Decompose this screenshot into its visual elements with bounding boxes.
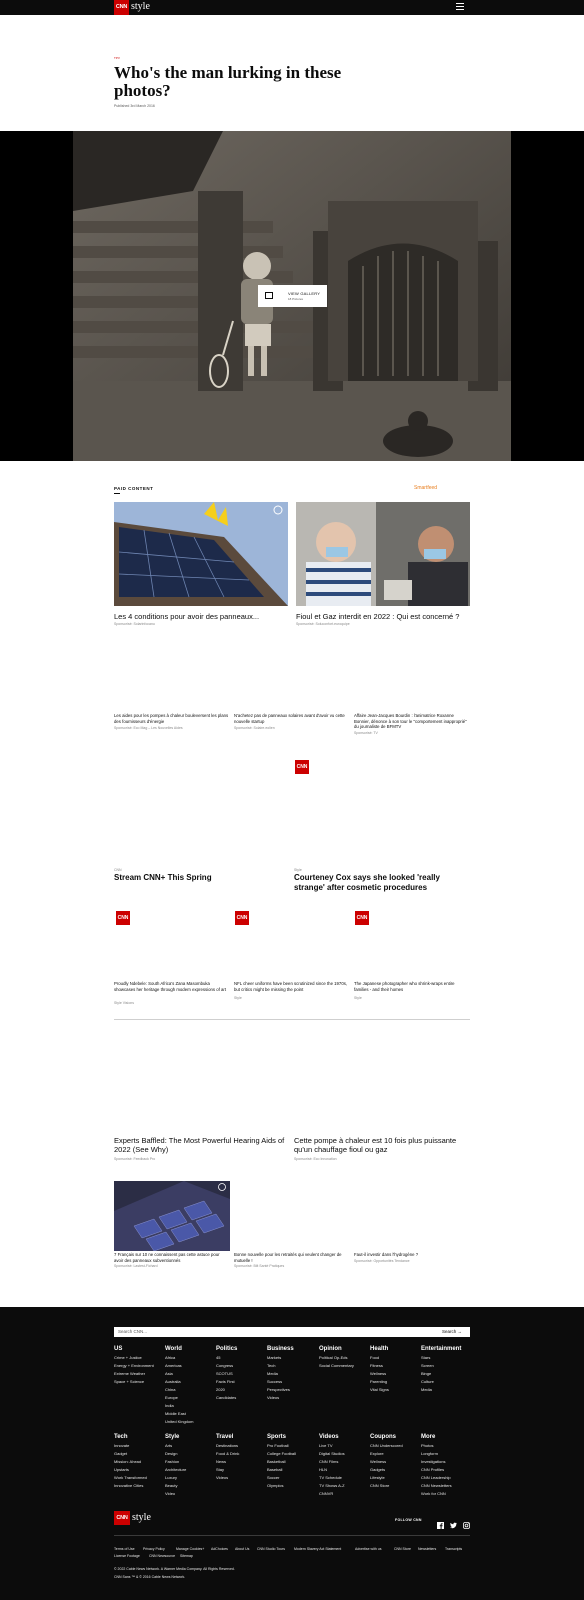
footer-link[interactable]: CNN Films <box>319 1459 339 1464</box>
paid-small-sponsor: Sponsorisé: Lastest-Fichard <box>114 1264 158 1268</box>
footer-link[interactable]: Live TV <box>319 1443 333 1448</box>
paid-small-title[interactable]: Les aides pour les pompes à chaleur bouleversent les plans des fournisseurs d'énergie <box>114 713 229 724</box>
legal-link[interactable]: Newsletters <box>418 1547 437 1551</box>
footer-link[interactable]: India <box>165 1403 174 1408</box>
footer-column-heading[interactable]: Style <box>165 1434 180 1440</box>
story-category: CNN <box>114 868 122 872</box>
footer-link[interactable]: CNN Store <box>370 1483 390 1488</box>
footer-link[interactable]: Candidates <box>216 1395 237 1400</box>
legal-link[interactable]: Transcripts <box>445 1547 463 1551</box>
footer-link[interactable]: Americas <box>165 1363 182 1368</box>
footer-column-heading[interactable]: Tech <box>114 1434 128 1440</box>
paid-small-sponsor: Sponsorisé: Bilt Santé Pratiques <box>234 1264 285 1268</box>
paid-small-sponsor: Sponsorisé: Solaire.eolien <box>234 726 275 730</box>
legal-link[interactable]: License Footage <box>114 1554 140 1558</box>
footer-column-heading[interactable]: Travel <box>216 1434 234 1440</box>
story-title[interactable]: Proudly Ndebele: South Africa's Zana Masombuka showcases her heritage through modern expressions of art <box>114 981 227 992</box>
article-kicker[interactable]: TPV <box>114 56 120 60</box>
footer-link[interactable]: Asia <box>165 1371 173 1376</box>
footer-column-heading[interactable]: World <box>165 1346 182 1352</box>
footer-column-heading[interactable]: Politics <box>216 1346 238 1352</box>
footer-link[interactable]: Energy + Environment <box>114 1363 154 1368</box>
fioul-gaz-thumbnail[interactable] <box>296 502 470 606</box>
paid-card-title[interactable]: Cette pompe à chaleur est 10 fois plus puissante qu'un chauffage fioul ou gaz <box>294 1136 457 1154</box>
footer-link[interactable]: Fashion <box>165 1459 180 1464</box>
footer-link[interactable]: Videos <box>267 1395 280 1400</box>
gallery-icon <box>265 292 273 299</box>
legal-link[interactable]: Manage Cookies+ <box>176 1547 205 1551</box>
footer-link[interactable]: Olympics <box>267 1483 284 1488</box>
hamburger-menu-icon[interactable] <box>456 3 464 11</box>
footer-style-brand[interactable]: style <box>132 1512 151 1523</box>
footer-link[interactable]: Markets <box>267 1355 282 1360</box>
footer-column-heading[interactable]: Opinion <box>319 1346 342 1352</box>
twitter-icon[interactable] <box>450 1516 457 1523</box>
footer-column-heading[interactable]: More <box>421 1434 436 1440</box>
footer-link[interactable]: Architecture <box>165 1467 187 1472</box>
footer-link[interactable]: Work for CNN <box>421 1491 446 1496</box>
legal-link[interactable]: CNN Studio Tours <box>257 1547 285 1551</box>
cnn-placeholder-logo: CNN <box>235 911 249 925</box>
paid-small-sponsor: Sponsorisé: Opportunités Tendance <box>354 1259 410 1263</box>
gallery-count: 18 Pictures <box>288 297 304 301</box>
footer-link[interactable]: Binge <box>421 1371 432 1376</box>
footer-link[interactable]: Political Op-Eds <box>319 1355 348 1360</box>
font-credit-text: CNN Sans ™ & © 2016 Cable News Network. <box>114 1575 186 1579</box>
footer-link[interactable]: Upstarts <box>114 1467 129 1472</box>
page-title: Who's the man lurking in these photos? <box>114 63 342 100</box>
search-placeholder: Search CNN... <box>118 1329 148 1334</box>
paid-small-title[interactable]: Bonne nouvelle pour les retraités qui veulent changer de mutuelle ! <box>234 1252 342 1263</box>
footer-column-heading[interactable]: US <box>114 1346 123 1352</box>
footer-link[interactable]: China <box>165 1387 176 1392</box>
footer-link[interactable]: TV Schedule <box>319 1475 342 1480</box>
story-title[interactable]: Stream CNN+ This Spring <box>114 873 212 882</box>
footer-link[interactable]: College Football <box>267 1451 296 1456</box>
footer-link[interactable]: CNNVR <box>319 1491 334 1496</box>
footer-link[interactable]: CNN Underscored <box>370 1443 403 1448</box>
legal-link[interactable]: CNN Newsource <box>149 1554 176 1558</box>
footer-link[interactable]: Africa <box>165 1355 176 1360</box>
solar-roof-thumbnail[interactable] <box>114 1181 230 1251</box>
search-button[interactable]: Search → <box>442 1329 463 1334</box>
cnn-placeholder-logo: CNN <box>355 911 369 925</box>
paid-small-title[interactable]: Faut-il investir dans l'hydrogène ? <box>354 1252 419 1257</box>
footer-link[interactable]: Stay <box>216 1467 225 1472</box>
cnn-placeholder-logo: CNN <box>116 911 130 925</box>
footer-link[interactable]: Extreme Weather <box>114 1371 146 1376</box>
footer-link[interactable]: Innovate <box>114 1443 130 1448</box>
footer-link[interactable]: Design <box>165 1451 178 1456</box>
paid-small-title[interactable]: N'achetez pas de panneaux solaires avant d'avoir vu cette nouvelle startup <box>234 713 345 724</box>
style-brand[interactable]: style <box>131 1 150 12</box>
paid-card-title[interactable]: Les 4 conditions pour avoir des panneaux... <box>114 612 260 621</box>
paid-card-sponsor: Sponsorisé: Eco Innovation <box>294 1157 337 1161</box>
copyright-text: © 2022 Cable News Network. A Warner Media Company. All Rights Reserved. <box>114 1567 235 1571</box>
footer-link[interactable]: Gadgets <box>370 1467 386 1472</box>
story-category: Style <box>234 996 242 1000</box>
footer-link[interactable]: CNN Profiles <box>421 1467 445 1472</box>
footer-link[interactable]: Investigations <box>421 1459 446 1464</box>
footer-link[interactable]: Europe <box>165 1395 178 1400</box>
cnn-logo[interactable]: CNN <box>114 0 129 15</box>
footer-column-heading[interactable]: Entertainment <box>421 1346 462 1352</box>
footer-column-heading[interactable]: Coupons <box>370 1434 396 1440</box>
footer-link[interactable]: Longform <box>421 1451 438 1456</box>
paid-card-sponsor: Sponsorisé: Feedback Pro <box>114 1157 156 1161</box>
footer-link[interactable]: 2020 <box>216 1387 225 1392</box>
footer-cnn-logo[interactable]: CNN <box>114 1511 130 1525</box>
footer-link[interactable]: Stars <box>421 1355 431 1360</box>
paid-card-title[interactable]: Fioul et Gaz interdit en 2022 : Qui est concerné ? <box>296 612 460 621</box>
footer-link[interactable]: Culture <box>421 1379 434 1384</box>
footer-link[interactable]: Middle East <box>165 1411 186 1416</box>
footer-link[interactable]: Mission: Ahead <box>114 1459 142 1464</box>
story-category: Style <box>294 868 302 872</box>
footer-link[interactable]: Videos <box>216 1475 229 1480</box>
footer-link[interactable]: Space + Science <box>114 1379 145 1384</box>
footer-link[interactable]: SCOTUS <box>216 1371 233 1376</box>
footer-link[interactable]: CNN Leadership <box>421 1475 451 1480</box>
legal-link[interactable]: Privacy Policy <box>143 1547 165 1551</box>
footer-link[interactable]: Pro Football <box>267 1443 289 1448</box>
footer-link[interactable]: Wellness <box>370 1459 387 1464</box>
story-category: Style <box>354 996 362 1000</box>
footer-link[interactable]: Photos <box>421 1443 434 1448</box>
footer-link[interactable]: Success <box>267 1379 283 1384</box>
footer-column-heading[interactable]: Videos <box>319 1434 339 1440</box>
footer-link[interactable]: Wellness <box>370 1371 387 1376</box>
story-category: Style Visions <box>114 1001 134 1005</box>
legal-link[interactable]: Terms of Use <box>114 1547 135 1551</box>
footer-link[interactable]: Media <box>267 1371 278 1376</box>
footer-link[interactable]: Gadget <box>114 1451 128 1456</box>
footer-link[interactable]: Destinations <box>216 1443 239 1448</box>
footer-link[interactable]: Social Commentary <box>319 1363 354 1368</box>
footer-link[interactable]: Facts First <box>216 1379 235 1384</box>
paid-small-sponsor: Sponsorisé: TV <box>354 731 378 735</box>
legal-link[interactable]: About Us <box>235 1547 250 1551</box>
footer-link[interactable]: Parenting <box>370 1379 388 1384</box>
legal-link[interactable]: Sitemap <box>180 1554 193 1558</box>
paid-content-label: PAID CONTENT <box>114 486 154 491</box>
paid-card-sponsor: Sponsorisé: Soluconfort.euroquipe <box>296 622 350 626</box>
solar-panel-thumbnail[interactable] <box>114 502 288 606</box>
footer-link[interactable]: Innovative Cities <box>114 1483 144 1488</box>
smartfeed-attribution[interactable]: Smartfeed <box>414 485 438 491</box>
story-title[interactable]: The Japanese photographer who shrink-wraps entire families - and their homes <box>354 981 455 992</box>
follow-cnn-label: FOLLOW CNN <box>395 1518 422 1522</box>
cnn-placeholder-logo: CNN <box>295 760 309 774</box>
instagram-icon[interactable] <box>463 1516 470 1523</box>
footer-link[interactable]: Lifestyle <box>370 1475 385 1480</box>
paid-card-sponsor: Sponsorisé: Solarinfocanu <box>114 622 155 626</box>
footer-link[interactable]: Perspectives <box>267 1387 290 1392</box>
footer-link[interactable]: Tech <box>267 1363 276 1368</box>
section-divider <box>114 1019 470 1020</box>
footer-link[interactable]: Australia <box>165 1379 181 1384</box>
footer-link[interactable]: Crime + Justice <box>114 1355 142 1360</box>
footer-link[interactable]: TV Shows A-Z <box>319 1483 345 1488</box>
footer-link[interactable]: United Kingdom <box>165 1419 194 1424</box>
legal-link[interactable]: Modern Slavery Act Statement <box>294 1547 342 1551</box>
footer-link[interactable]: Work Transformed <box>114 1475 147 1480</box>
footer-link[interactable]: News <box>216 1459 227 1464</box>
paid-small-title[interactable]: Affaire Jean-Jacques Bourdin : l'animatrice Roxanne Bonnier, dénonce à son tour le "comportement inapproprié" du journaliste de BFMTV <box>354 713 467 729</box>
footer-link[interactable]: Luxury <box>165 1475 178 1480</box>
footer-link[interactable]: Media <box>421 1387 432 1392</box>
facebook-icon[interactable] <box>437 1516 444 1523</box>
story-title[interactable]: Courteney Cox says she looked 'really strange' after cosmetic procedures <box>294 873 440 892</box>
footer-column-heading[interactable]: Business <box>267 1346 294 1352</box>
footer-column-heading[interactable]: Health <box>370 1346 389 1352</box>
footer-link[interactable]: HLN <box>319 1467 328 1472</box>
footer-column-heading[interactable]: Sports <box>267 1434 287 1440</box>
footer-search-input[interactable] <box>114 1327 470 1337</box>
top-nav-bar <box>0 0 584 15</box>
footer-link[interactable]: Baseball <box>267 1467 283 1472</box>
footer-link[interactable]: Digital Studios <box>319 1451 345 1456</box>
footer-link[interactable]: Food & Drink <box>216 1451 240 1456</box>
footer-link[interactable]: Soccer <box>267 1475 280 1480</box>
footer-link[interactable]: Congress <box>216 1363 234 1368</box>
footer-link[interactable]: CNN Newsletters <box>421 1483 452 1488</box>
published-date: Published 3rd March 2016 <box>114 104 155 108</box>
footer-link[interactable]: Vital Signs <box>370 1387 389 1392</box>
legal-link[interactable]: Advertise with us <box>355 1547 382 1551</box>
paid-small-sponsor: Sponsorisé: Eco Mag – Les Nouvelles Aides <box>114 726 183 730</box>
section-underline <box>114 493 120 494</box>
paid-card-title[interactable]: Experts Baffled: The Most Powerful Hearing Aids of 2022 (See Why) <box>114 1136 285 1154</box>
legal-link[interactable]: CNN Store <box>394 1547 411 1551</box>
gallery-label: VIEW GALLERY <box>288 291 321 296</box>
footer-link[interactable]: 45 <box>216 1355 221 1360</box>
footer-link[interactable]: Basketball <box>267 1459 286 1464</box>
view-gallery-button[interactable] <box>258 285 327 307</box>
footer-link[interactable]: Arts <box>165 1443 173 1448</box>
footer-link[interactable]: Fitness <box>370 1363 383 1368</box>
footer-link[interactable]: Beauty <box>165 1483 178 1488</box>
footer-link[interactable]: Video <box>165 1491 176 1496</box>
footer-link[interactable]: Screen <box>421 1363 434 1368</box>
paid-small-title[interactable]: 7 Français sur 10 ne connaissent pas cette astuce pour avoir des panneaux subventionnés <box>114 1252 220 1263</box>
footer-link[interactable]: Food <box>370 1355 380 1360</box>
footer-link[interactable]: Explore <box>370 1451 384 1456</box>
story-title[interactable]: NFL cheer uniforms have been scrutinized since the 1970s, but critics might be missing the point <box>234 981 348 992</box>
footer-divider <box>114 1535 470 1536</box>
legal-link[interactable]: AdChoices <box>211 1547 228 1551</box>
